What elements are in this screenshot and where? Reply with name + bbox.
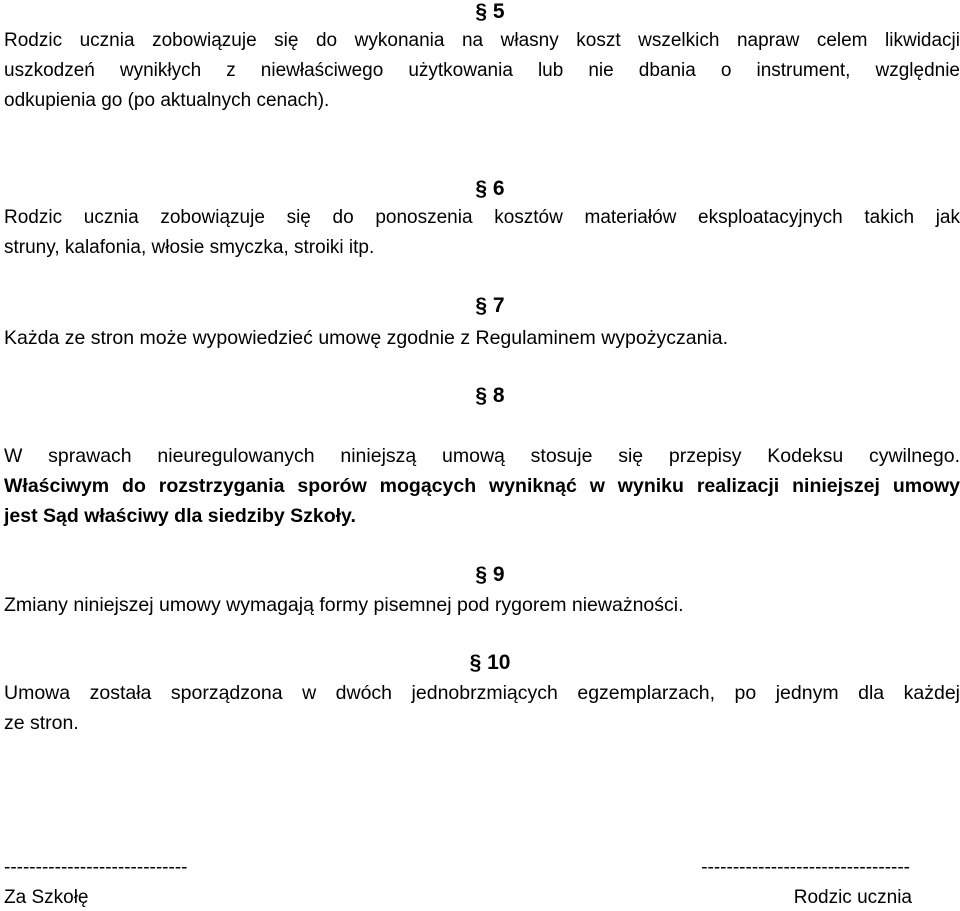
section-8-line-2: Właściwym do rozstrzygania sporów mogących wyniknąć w wyniku realizacji niniejszej umowy — [4, 475, 960, 497]
section-8-heading: § 8 — [475, 384, 505, 407]
section-9-line-1: Zmiany niniejszej umowy wymagają formy pisemnej pod rygorem nieważności. — [4, 594, 684, 616]
section-7-text — [4, 323, 960, 353]
section-5-heading: § 5 — [475, 0, 505, 23]
section-8-line-1: W sprawach nieuregulowanych niniejszą umową stosuje się przepisy Kodeksu cywilnego. — [4, 445, 960, 467]
section-5-line-2: uszkodzeń wynikłych z niewłaściwego użytkowania lub nie dbania o instrument, względnie — [4, 60, 960, 81]
section-8-text — [4, 441, 960, 531]
section-5-text — [4, 26, 960, 116]
section-7-heading: § 7 — [475, 294, 505, 317]
section-6-line-2: struny, kalafonia, włosie smyczka, stroiki itp. — [4, 237, 375, 258]
section-7-line-1: Każda ze stron może wypowiedzieć umowę zgodnie z Regulaminem wypożyczania. — [4, 327, 729, 349]
section-8-line-3: jest Sąd właściwy dla siedziby Szkoły. — [4, 505, 356, 527]
parent-signature-line: --------------------------------- — [701, 857, 910, 878]
parent-signature-label: Rodzic ucznia — [793, 887, 912, 908]
section-5-line-1: Rodzic ucznia zobowiązuje się do wykonania na własny koszt wszelkich napraw celem likwidacji — [4, 30, 960, 51]
section-6-heading: § 6 — [475, 177, 505, 200]
section-5-line-3: odkupienia go (po aktualnych cenach). — [4, 90, 330, 111]
section-6-text — [4, 203, 960, 263]
section-10-line-2: ze stron. — [4, 712, 79, 734]
section-10-line-1: Umowa została sporządzona w dwóch jednobrzmiących egzemplarzach, po jednym dla każdej — [4, 682, 960, 704]
section-6-line-1: Rodzic ucznia zobowiązuje się do ponoszenia kosztów materiałów eksploatacyjnych takich jak — [4, 207, 960, 228]
section-9-text — [4, 590, 960, 620]
school-signature-label: Za Szkołę — [4, 887, 89, 908]
section-10-text — [4, 678, 960, 738]
section-9-heading: § 9 — [475, 563, 505, 586]
section-10-heading: § 10 — [469, 651, 511, 674]
school-signature-line: ----------------------------- — [4, 857, 188, 878]
